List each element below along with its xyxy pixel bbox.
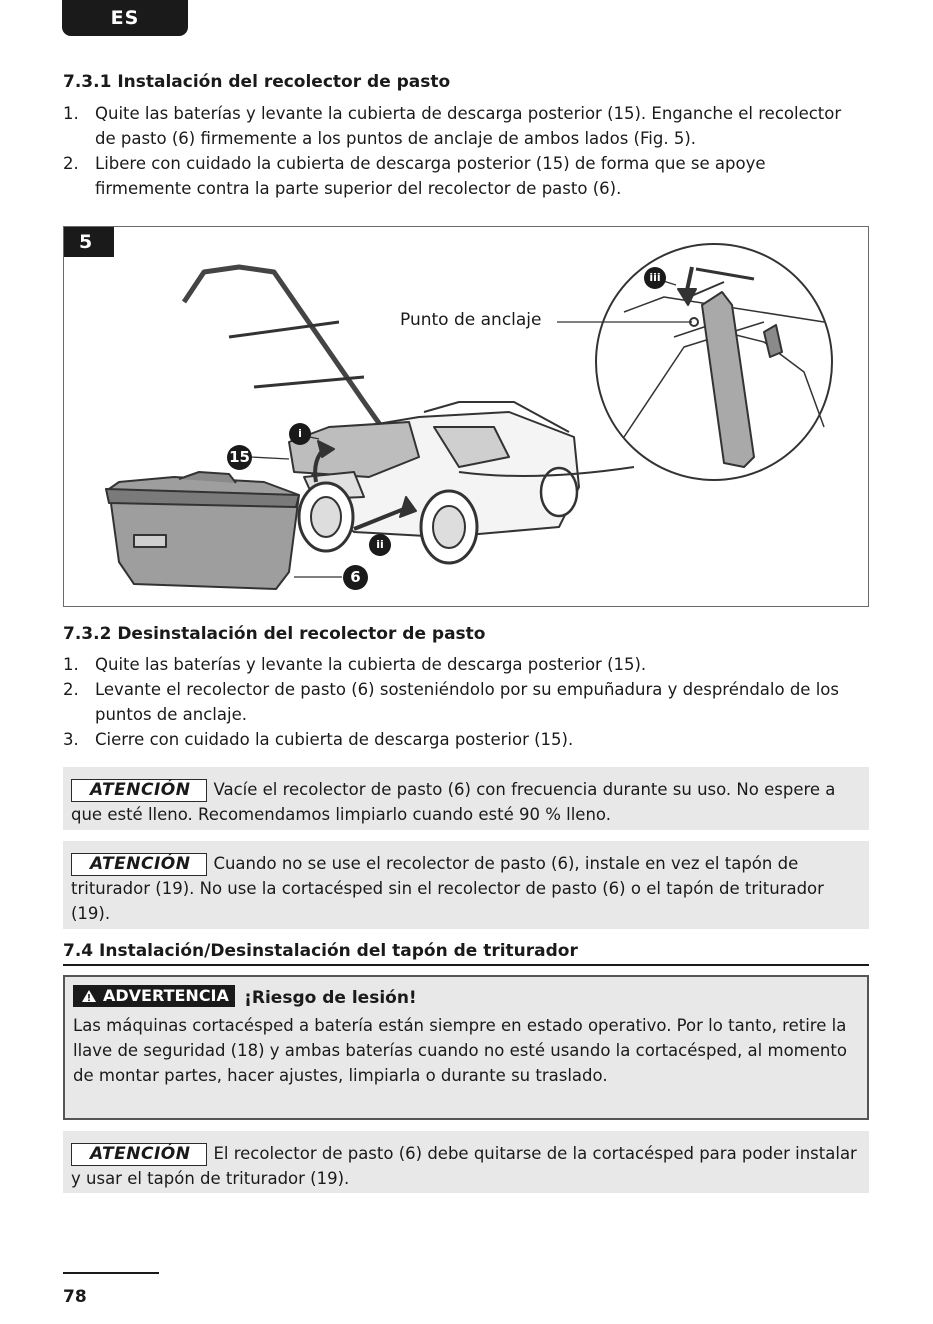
- callout-i: i: [289, 423, 311, 445]
- callout-part-6: 6: [343, 565, 368, 590]
- uninstall-steps-list: [63, 652, 853, 752]
- list-item: 2. Levante el recolector de pasto (6) sosteniéndolo por su empuñadura y despréndalo de los puntos de anclaje.: [63, 680, 839, 724]
- page-number: 78: [63, 1287, 87, 1307]
- section-heading-7-4: 7.4 Instalación/Desinstalación del tapón de triturador: [63, 941, 578, 961]
- warning-title: ¡Riesgo de lesión!: [244, 988, 417, 1008]
- attention-note-3: [63, 1131, 869, 1193]
- callout-iii: iii: [644, 267, 666, 289]
- figure-number: 5: [64, 227, 114, 257]
- attention-label: ATENCIÓN: [71, 779, 207, 802]
- figure-5: [63, 226, 869, 607]
- list-item: 3. Cierre con cuidado la cubierta de descarga posterior (15).: [63, 730, 574, 749]
- attention-text: Cuando no se use el recolector de pasto (6), instale en vez el tapón de triturador (19). No use la cortacésped sin el recolector de pasto (6) o el tapón de triturador (19).: [71, 854, 824, 923]
- attention-label: ATENCIÓN: [71, 853, 207, 876]
- lawnmower-illustration: [64, 227, 868, 606]
- heading-rule: [63, 964, 869, 966]
- footer-rule: [63, 1272, 159, 1274]
- callout-part-15: 15: [227, 445, 252, 470]
- list-item: 2. Libere con cuidado la cubierta de descarga posterior (15) de forma que se apoye firmemente contra la parte superior del recolector de pasto (6).: [63, 154, 766, 198]
- install-steps-list: [63, 101, 853, 201]
- attention-text: Vacíe el recolector de pasto (6) con frecuencia durante su uso. No espere a que esté lleno. Recomendamos limpiarlo cuando esté 90 % lleno.: [71, 780, 836, 824]
- list-item: 1. Quite las baterías y levante la cubierta de descarga posterior (15).: [63, 655, 647, 674]
- attention-note-1: [63, 767, 869, 830]
- warning-box: [63, 975, 869, 1120]
- callout-ii: ii: [369, 534, 391, 556]
- attention-label: ATENCIÓN: [71, 1143, 207, 1166]
- warning-label: ADVERTENCIA: [73, 985, 235, 1007]
- warning-triangle-icon: [81, 989, 97, 1003]
- warning-header: [73, 985, 857, 1011]
- section-heading-7-3-2: 7.3.2 Desinstalación del recolector de pasto: [63, 624, 486, 644]
- warning-text: Las máquinas cortacésped a batería están siempre en estado operativo. Por lo tanto, retire la llave de seguridad (18) y ambas baterías cuando no esté usando la cortacésped, al momento de montar partes, hacer ajustes, limpiarla o durante su traslado.: [73, 1016, 847, 1085]
- list-item: 1. Quite las baterías y levante la cubierta de descarga posterior (15). Enganche el recolector de pasto (6) firmemente a los puntos de anclaje de ambos lados (Fig. 5).: [63, 104, 842, 148]
- attention-text: El recolector de pasto (6) debe quitarse de la cortacésped para poder instalar y usar el tapón de triturador (19).: [71, 1144, 857, 1188]
- anchor-point-label: Punto de anclaje: [400, 310, 542, 330]
- attention-note-2: [63, 841, 869, 929]
- section-heading-7-3-1: 7.3.1 Instalación del recolector de pasto: [63, 72, 451, 92]
- language-tab: ES: [62, 0, 188, 36]
